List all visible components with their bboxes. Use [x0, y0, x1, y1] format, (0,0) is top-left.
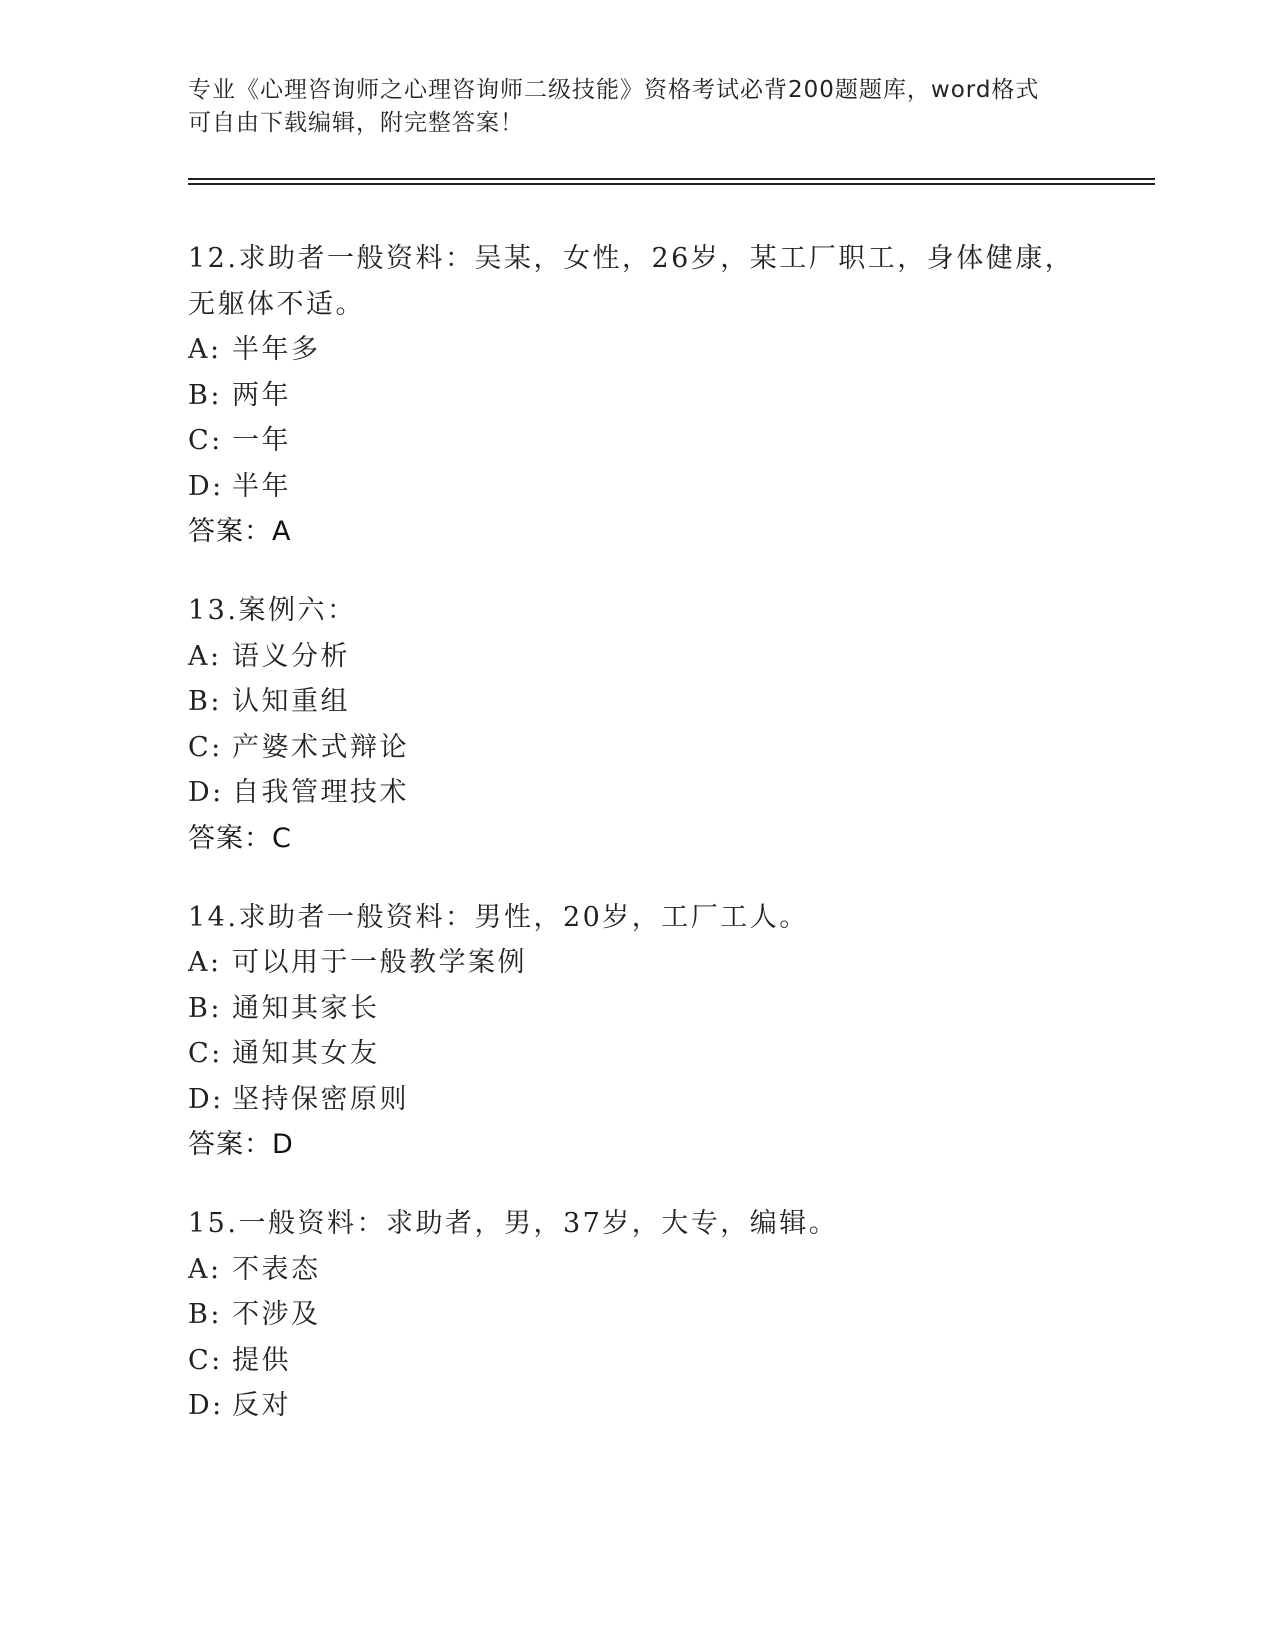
option-label: B:	[188, 1299, 222, 1330]
option-text: 通知其女友	[232, 1038, 380, 1069]
option-label: D:	[188, 777, 224, 808]
header-divider-top	[188, 178, 1155, 180]
question-list	[188, 236, 1088, 1462]
option-label: C:	[188, 1344, 223, 1376]
option-c	[188, 1338, 1088, 1384]
option-label: C:	[188, 425, 223, 456]
option-b	[188, 373, 1088, 419]
option-text: 通知其家长	[232, 992, 380, 1024]
option-a	[188, 940, 1088, 986]
question-stem: 13.案例六：	[188, 595, 357, 626]
option-a	[188, 634, 1088, 680]
option-label: C:	[188, 731, 223, 763]
answer-line: 答案：C	[188, 822, 292, 854]
option-c	[188, 418, 1088, 464]
option-text: 两年	[232, 379, 291, 411]
option-label: A:	[188, 947, 222, 978]
header-divider-bottom	[188, 183, 1155, 185]
option-label: D:	[188, 1083, 224, 1115]
option-text: 不涉及	[232, 1299, 321, 1330]
option-text: 不表态	[232, 1253, 321, 1285]
document-header	[188, 74, 1068, 140]
option-c	[188, 725, 1088, 771]
option-b	[188, 679, 1088, 725]
option-a	[188, 1247, 1088, 1293]
question-stem: 15.一般资料：求助者，男，37岁，大专，编辑。	[188, 1208, 839, 1239]
option-label: B:	[188, 992, 222, 1024]
option-text: 半年	[232, 470, 291, 502]
option-b	[188, 1292, 1088, 1338]
option-label: D:	[188, 1390, 224, 1421]
option-label: C:	[188, 1038, 223, 1069]
option-b	[188, 986, 1088, 1032]
question-stem: 12.求助者一般资料：吴某，女性，26岁，某工厂职工，身体健康，无躯体不适。	[188, 243, 1075, 320]
option-text: 提供	[232, 1344, 291, 1376]
question-13	[188, 588, 1088, 862]
option-text: 自我管理技术	[232, 777, 409, 808]
question-stem: 14.求助者一般资料：男性，20岁，工厂工人。	[188, 901, 809, 933]
option-d	[188, 1383, 1088, 1429]
option-text: 认知重组	[232, 686, 350, 717]
option-text: 坚持保密原则	[232, 1083, 409, 1115]
question-12	[188, 236, 1088, 555]
option-a	[188, 327, 1088, 373]
question-14	[188, 895, 1088, 1169]
option-label: A:	[188, 334, 222, 365]
answer-line: 答案：A	[188, 516, 292, 547]
question-15	[188, 1201, 1088, 1429]
option-text: 半年多	[232, 334, 321, 365]
option-label: B:	[188, 686, 222, 717]
option-text: 产婆术式辩论	[232, 731, 409, 763]
option-c	[188, 1031, 1088, 1077]
option-d	[188, 770, 1088, 816]
option-label: A:	[188, 640, 222, 672]
header-line-1: 专业《心理咨询师之心理咨询师二级技能》资格考试必背200题题库，word格式	[188, 77, 1040, 103]
option-text: 语义分析	[232, 640, 350, 672]
option-label: D:	[188, 470, 224, 502]
option-label: A:	[188, 1253, 222, 1285]
option-label: B:	[188, 379, 222, 411]
option-text: 反对	[232, 1390, 291, 1421]
option-d	[188, 1077, 1088, 1123]
option-text: 可以用于一般教学案例	[232, 947, 527, 978]
header-line-2: 可自由下载编辑，附完整答案！	[188, 110, 524, 136]
option-d	[188, 464, 1088, 510]
option-text: 一年	[232, 425, 291, 456]
answer-line: 答案：D	[188, 1129, 294, 1160]
